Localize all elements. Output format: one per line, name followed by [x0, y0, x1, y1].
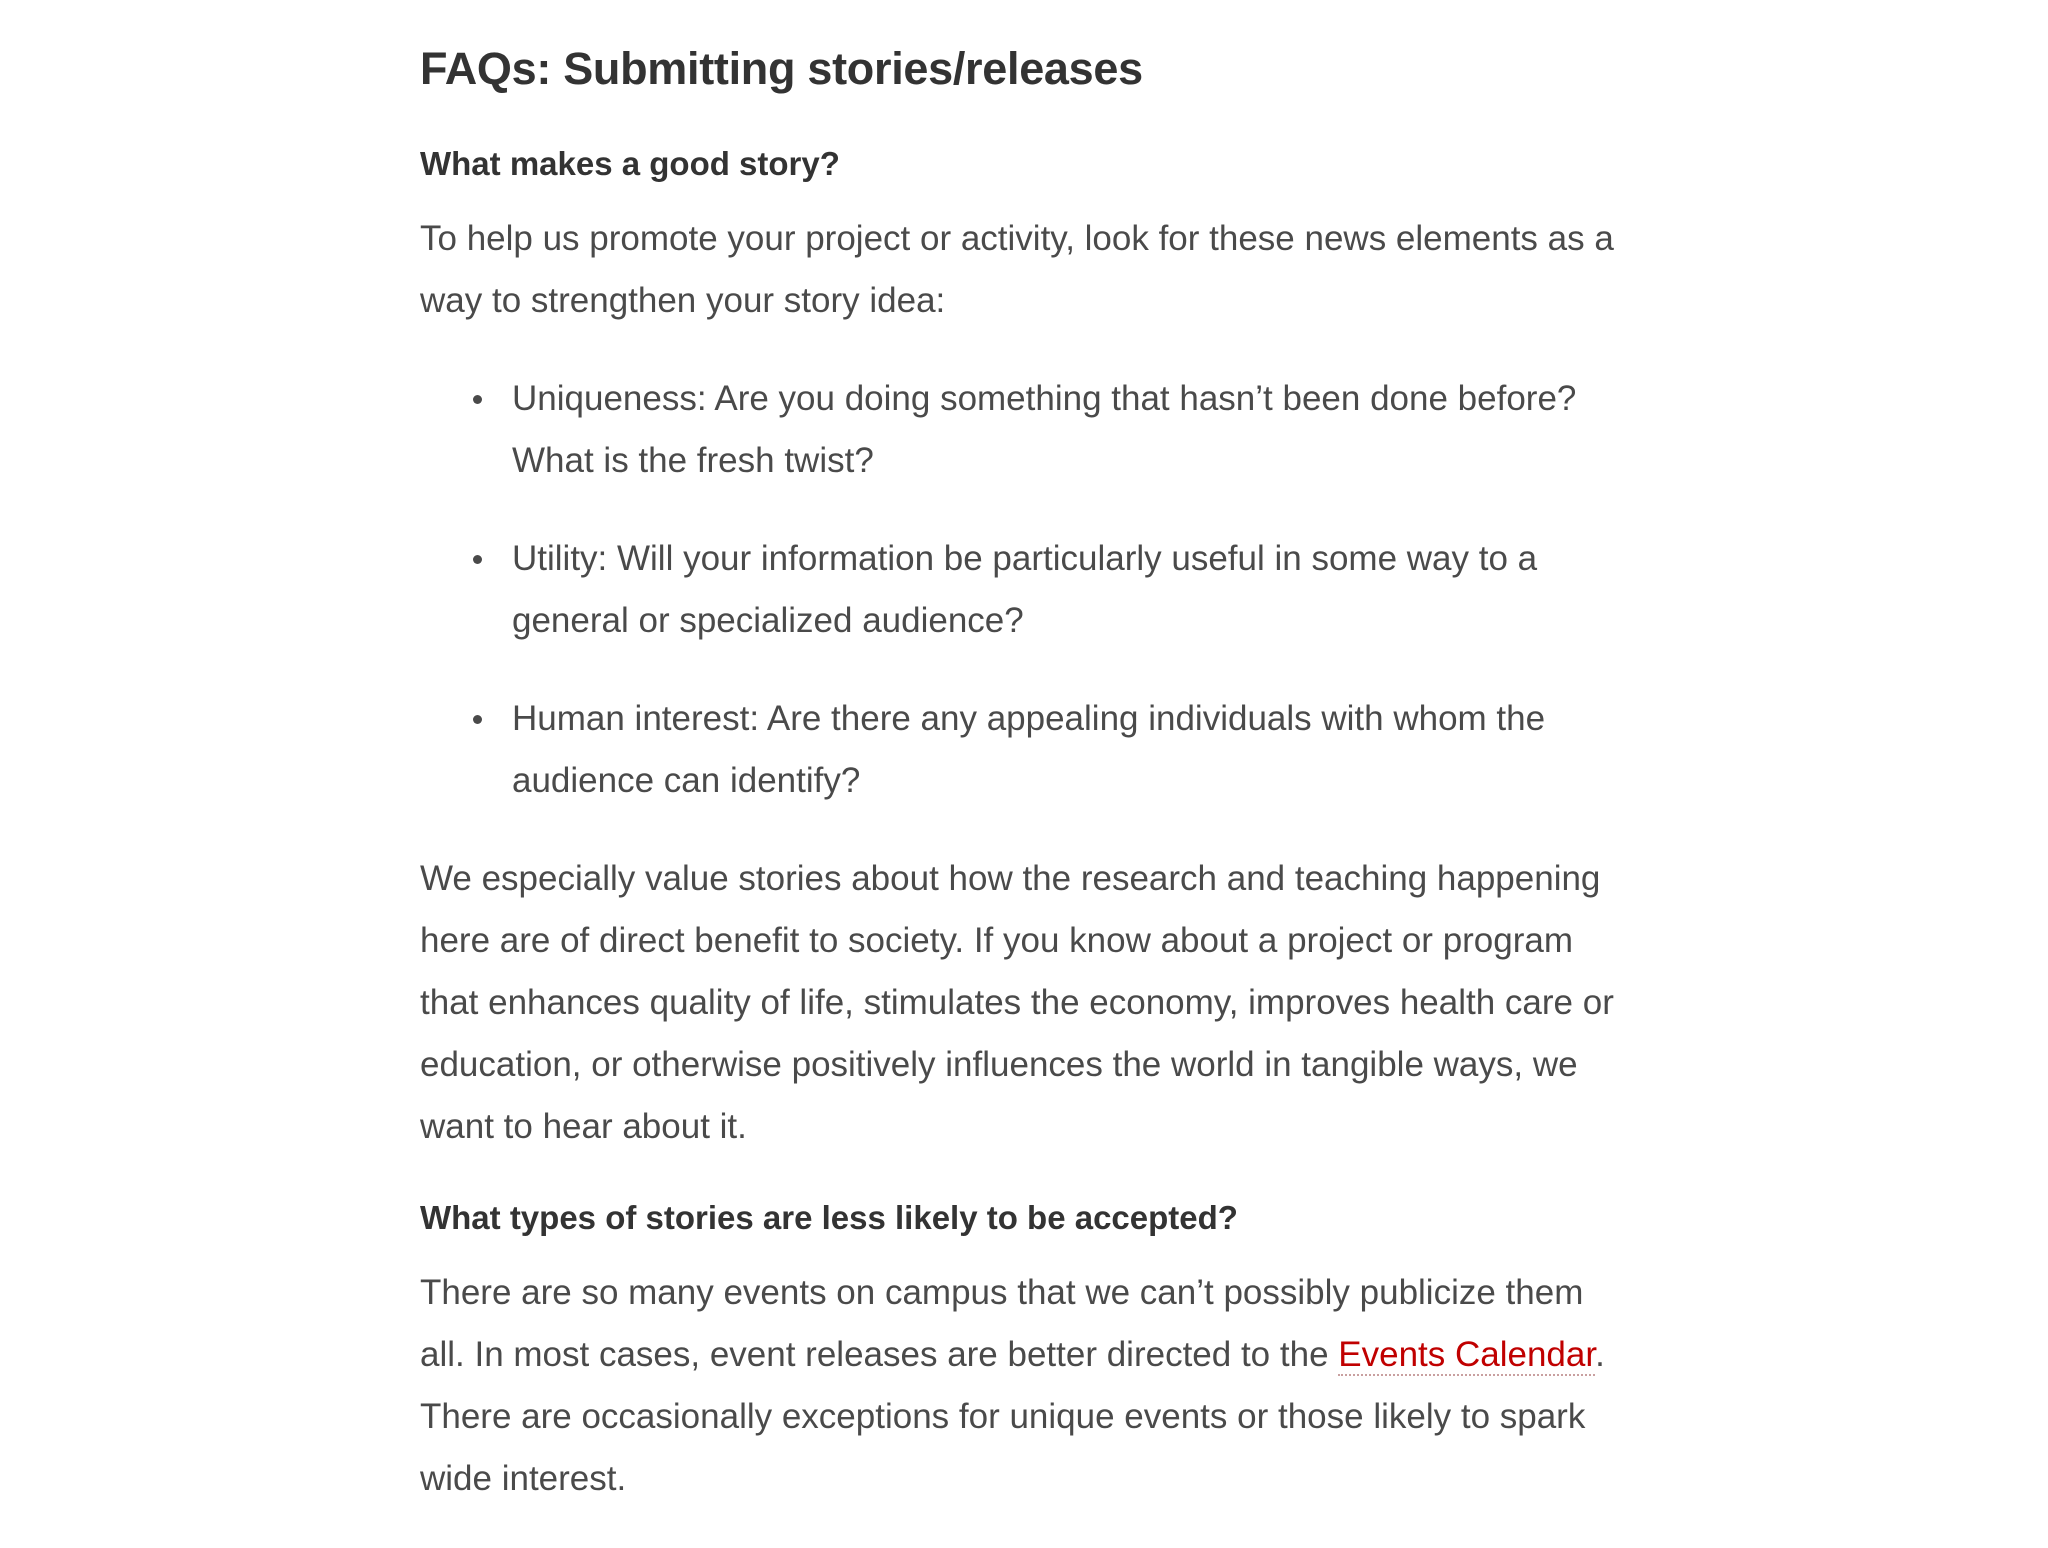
bullet-icon [473, 555, 482, 564]
bullet-icon [473, 395, 482, 404]
list-item-text: Human interest: Are there any appealing individuals with whom the audience can identify? [512, 699, 1546, 800]
news-elements-list [420, 368, 1620, 812]
events-calendar-link[interactable]: Events Calendar [1338, 1335, 1596, 1374]
bullet-icon [473, 715, 482, 724]
list-item [420, 688, 1620, 812]
events-text-after-link: . There are occasionally exceptions for unique events or those likely to spark wide interest. [420, 1335, 1605, 1498]
list-item-text: Utility: Will your information be particularly useful in some way to a general or specialized audience? [512, 539, 1538, 640]
faq-section-less-likely [420, 1196, 1620, 1510]
list-item-text: Uniqueness: Are you doing something that hasn’t been done before? What is the fresh twist? [512, 379, 1577, 480]
list-item [420, 528, 1620, 652]
events-text-before-link: There are so many events on campus that we can’t possibly publicize them all. In most cases, event releases are better directed to the [420, 1273, 1584, 1374]
list-item [420, 368, 1620, 492]
faq-events-paragraph [420, 1262, 1620, 1510]
faq-section-good-story [420, 142, 1620, 1158]
faq-content [420, 38, 1620, 1548]
faq-intro-paragraph: To help us promote your project or activity, look for these news elements as a way to strengthen your story idea: [420, 219, 1614, 320]
page-title: FAQs: Submitting stories/releases [420, 43, 1143, 94]
faq-question-good-story: What makes a good story? [420, 145, 840, 182]
faq-question-less-likely: What types of stories are less likely to be accepted? [420, 1199, 1238, 1236]
faq-closing-paragraph: We especially value stories about how the research and teaching happening here are of direct benefit to society. If you know about a project or program that enhances quality of life, stimulates the economy, improves health care or education, or otherwise positively influences the world in tangible ways, we want to hear about it. [420, 859, 1614, 1146]
